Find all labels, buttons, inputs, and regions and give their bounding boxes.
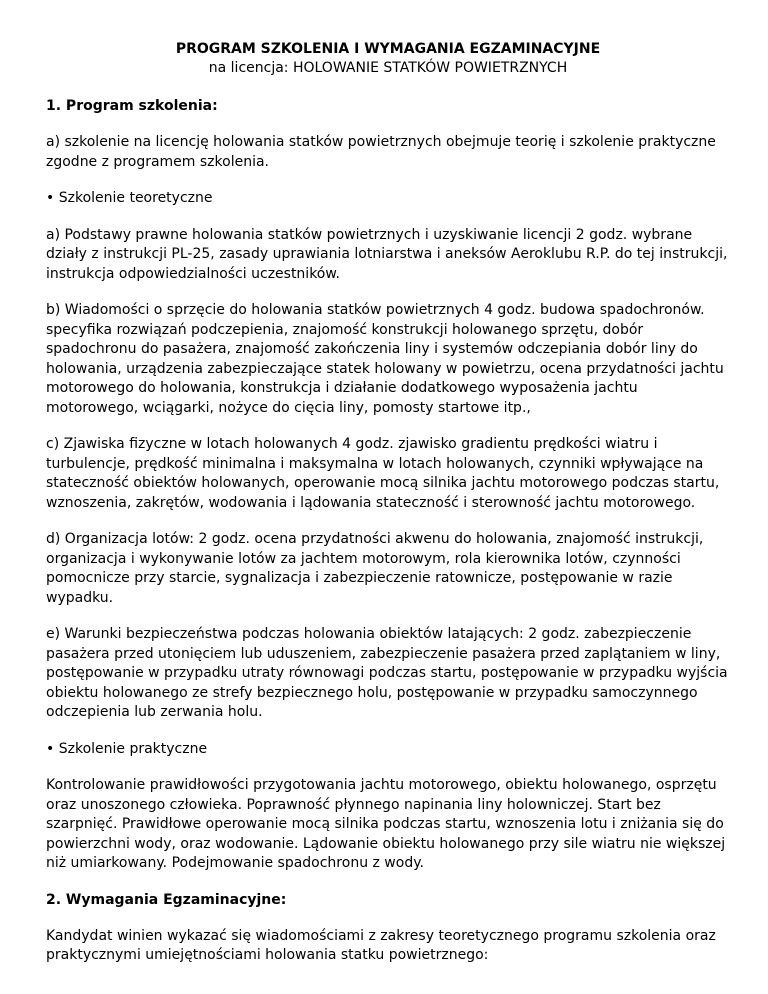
bullet-icon: [46, 190, 59, 206]
section-2-text: Kandydat winien wykazać się wiadomościami z zakresy teoretycznego programu szkolenia oraz praktycznymi umiejętnościami holowania statku powietrznego:: [46, 927, 716, 963]
theory-item-c: c) Zjawiska fizyczne w lotach holowanych 4 godz. zjawisko gradientu prędkości wiatru i turbulencje, prędkość minimalna i maksymalna w lotach holowanych, czynniki wpływające na stateczność obiektów holowanych, operowanie mocą silnika jachtu motorowego podczas startu, wznoszenia, zakrętów, wodowania i lądowania stateczność i sterowność jachtu motorowego.: [46, 436, 720, 511]
section-1-heading: 1. Program szkolenia:: [46, 98, 218, 114]
section-2-heading: 2. Wymagania Egzaminacyjne:: [46, 891, 287, 908]
bullet-icon: [46, 741, 59, 757]
theory-item-a: a) Podstawy prawne holowania statków powietrznych i uzyskiwanie licencji 2 godz. wybrane działy z instrukcji PL-25, zasady uprawiania lotniarstwa i aneksów Aeroklubu R.P. do tej instrukcji, instrukcja odpowiedzialności uczestników.: [46, 226, 728, 282]
theory-item-d: d) Organizacja lotów: 2 godz. ocena przydatności akwenu do holowania, znajomość instrukcji, organizacja i wykonywanie lotów za jachtem motorowym, rola kierownika lotów, czynności pomocnicze przy starcie, sygnalizacja i zabezpieczenie ratownicze, postępowanie w razie wypadku.: [46, 531, 704, 606]
section-1-intro: a) szkolenie na licencję holowania statków powietrznych obejmuje teorię i szkolenie praktyczne zgodne z programem szkolenia.: [46, 134, 716, 170]
document-title: PROGRAM SZKOLENIA I WYMAGANIA EGZAMINACYJNE: [175, 41, 601, 57]
practice-text: Kontrolowanie prawidłowości przygotowania jachtu motorowego, obiektu holowanego, osprzętu oraz unoszonego człowieka. Poprawność płynnego napinania liny holowniczej. Start bez szarpnięć. Prawidłowe operowanie mocą silnika podczas startu, wznoszenia lotu i zniżania się do powierzchni wody, oraz wodowanie. Lądowanie obiektu holowanego przy sile wiatru nie większej niż umiarkowany. Podejmowanie spadochronu z wody.: [46, 777, 726, 871]
document-page: [46, 40, 730, 966]
document-subtitle: na licencja: HOLOWANIE STATKÓW POWIETRZNYCH: [208, 60, 568, 76]
theory-item-e: e) Warunki bezpieczeństwa podczas holowania obiektów latających: 2 godz. zabezpieczenie pasażera przed utonięciem lub uduszeniem, zabezpieczenie pasażera przed zaplątaniem w liny, postępowanie w przypadku utraty równowagi podczas startu, postępowanie w przypadku wyjścia obiektu holowanego ze strefy bezpiecznego holu, postępowanie w przypadku samoczynnego odczepienia lub zerwania holu.: [46, 626, 728, 720]
theory-item-b: b) Wiadomości o sprzęcie do holowania statków powietrznych 4 godz. budowa spadochronów. specyfika rozwiązań podczepienia, znajomość konstrukcji holowanego sprzętu, dobór spadochronu do pasażera, znajomość zakończenia liny i systemów odczepiania dobór liny do holowania, urządzenia zabezpieczające statek holowany w powietrzu, ocena przydatności jachtu motorowego do holowania, konstrukcja i działanie dodatkowego wyposażenia jachtu motorowego, wciągarki, nożyce do cięcia liny, pomosty startowe itp.,: [46, 302, 724, 416]
theory-heading: • Szkolenie teoretyczne: [46, 189, 730, 209]
practice-heading: • Szkolenie praktyczne: [46, 740, 730, 760]
